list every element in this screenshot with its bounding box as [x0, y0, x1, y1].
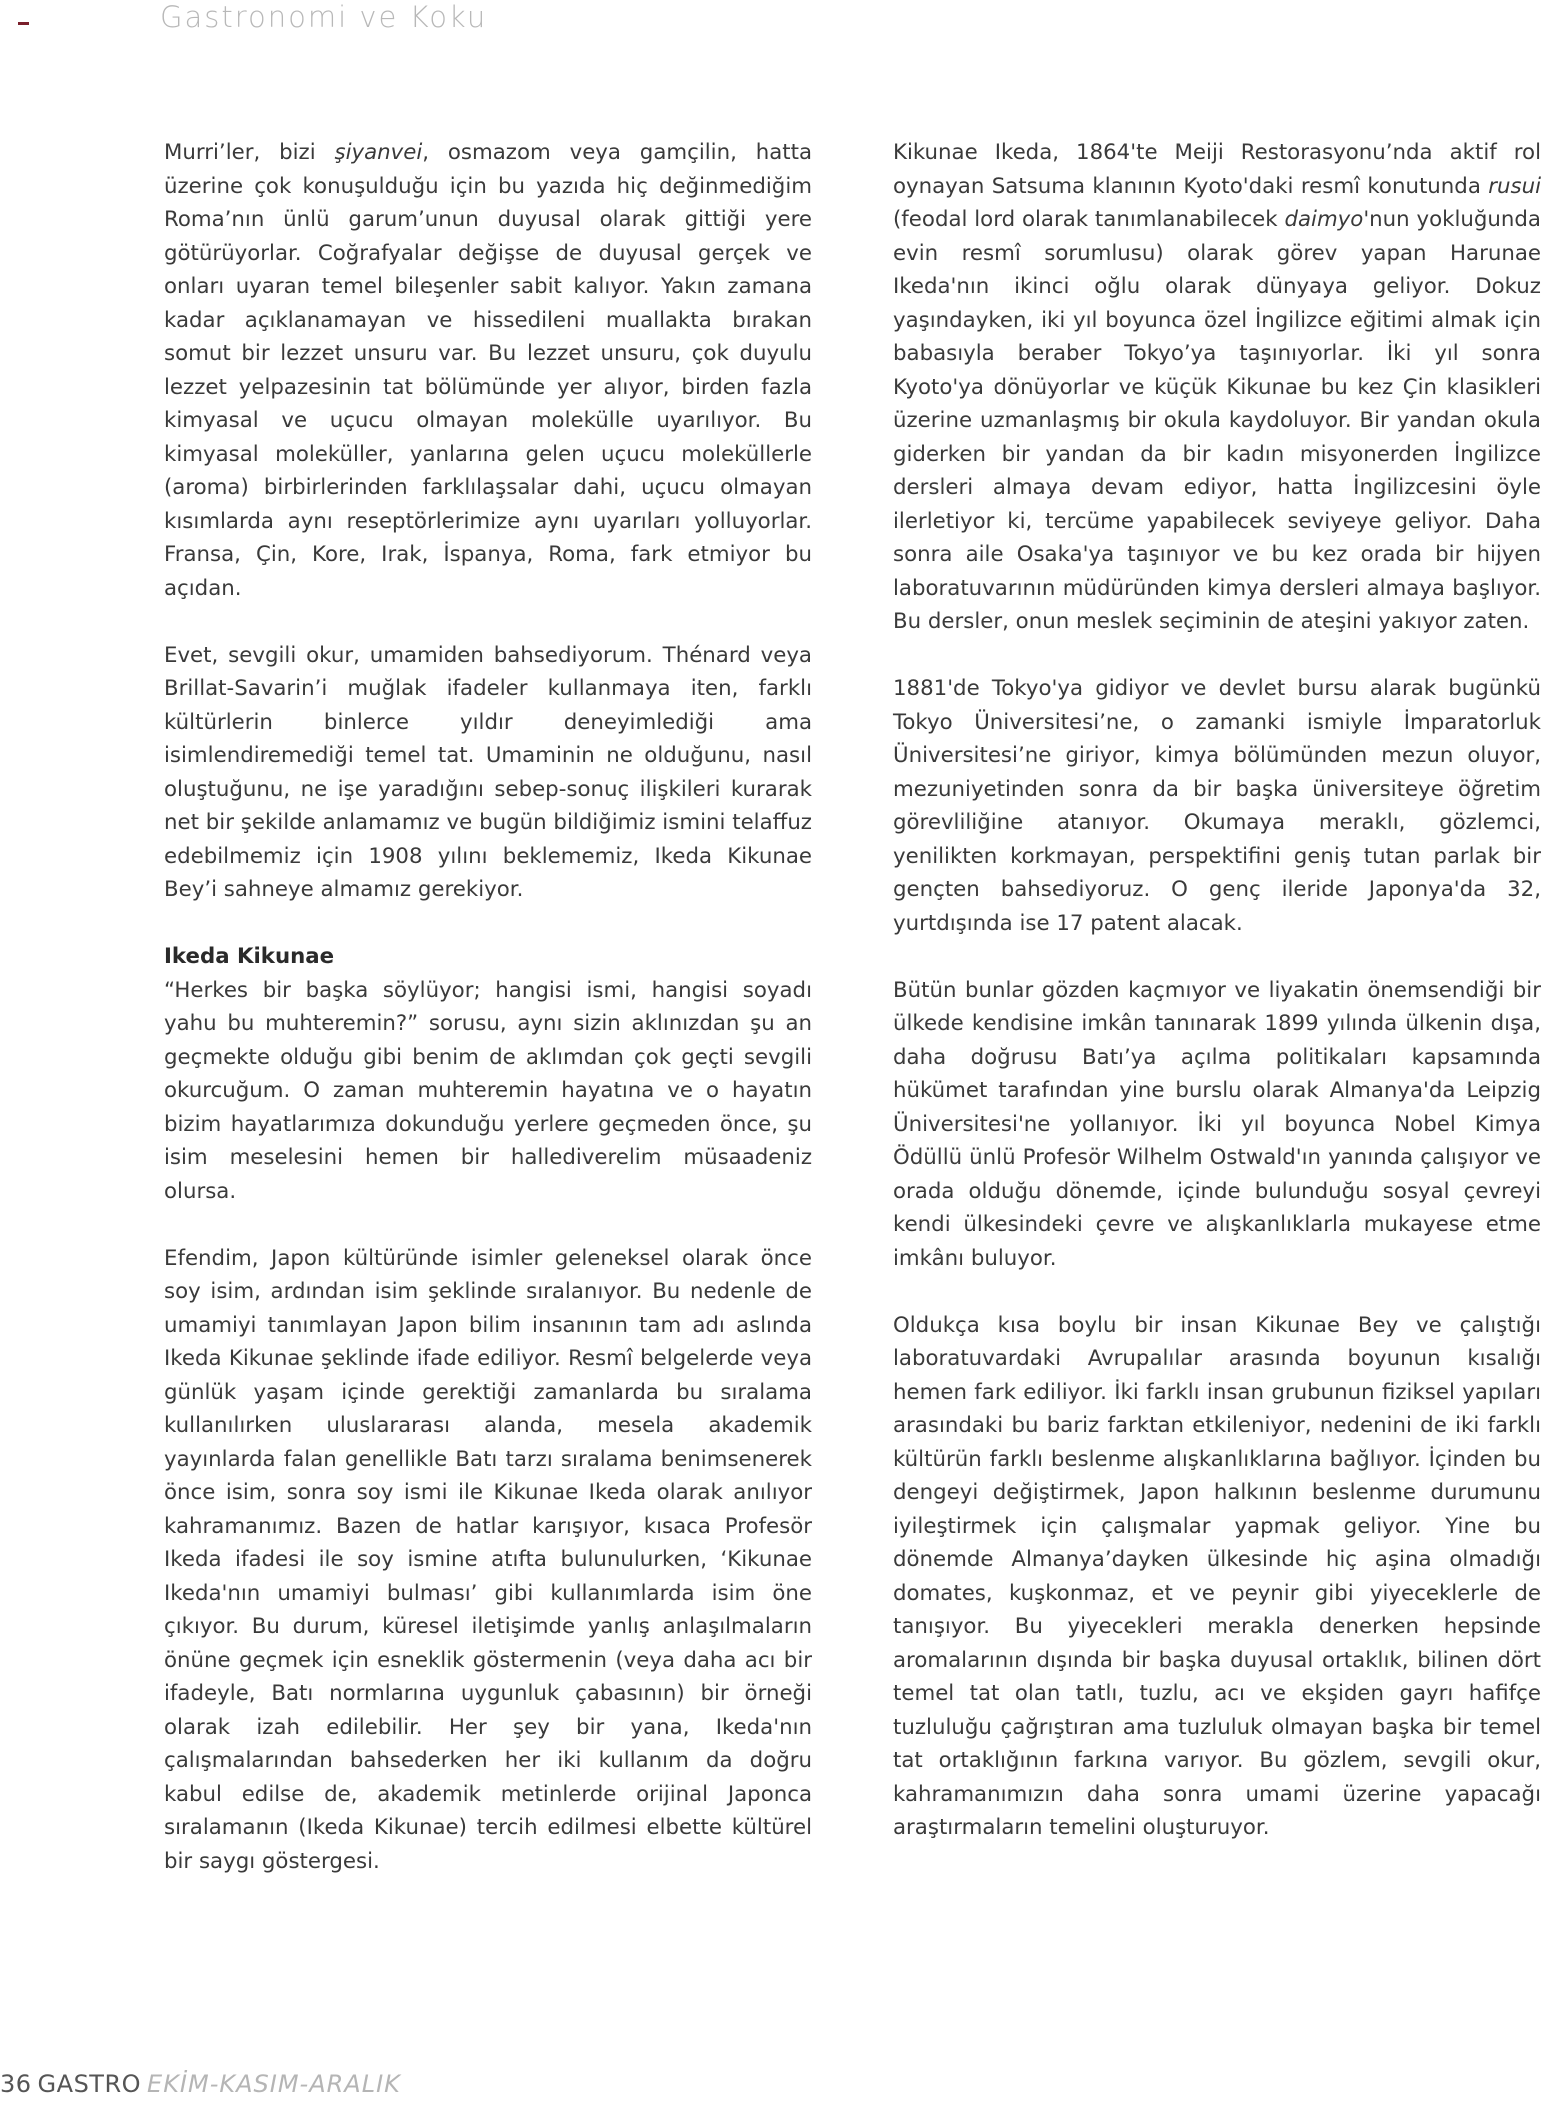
paragraph-text: “Herkes bir başka söylüyor; hangisi ismi, hangisi soyadı yahu bu muhteremin?” sorusu, aynı sizin aklınızdan şu an geçmekte olduğu gibi benim de aklımdan çok geçti sevgili okurcuğum. O zaman muhteremin hayatına ve o hayatın bizim hayatlarımıza dokunduğu yerlere geçmeden önce, şu isim meselesini hemen bir hallediverelim müsaadeniz olursa. [164, 977, 812, 1204]
paragraph-text: Kikunae Ikeda, 1864'te Meiji Restorasyonu’nda aktif rol oynayan Satsuma klanının Kyoto'daki resmî konutunda [893, 140, 1541, 199]
italic-term: rusui [1488, 173, 1541, 199]
paragraph [164, 940, 812, 1208]
italic-term: şiyanvei [334, 140, 423, 165]
issue-label: EKİM-KASIM-ARALIK [147, 2070, 401, 2098]
page-footer [0, 2070, 401, 2098]
paragraph: Efendim, Japon kültüründe isimler geleneksel olarak önce soy isim, ardından isim şeklinde sıralanıyor. Bu nedenle de umamiyi tanımlayan Japon bilim insanının tam adı aslında Ikeda Kikunae şeklinde ifade ediliyor. Resmî belgelerde veya günlük yaşam içinde gerektiği zamanlarda bu sıralama kullanılırken uluslararası alanda, mesela akademik yayınlarda falan genellikle Batı tarzı sıralama benimsenerek önce isim, sonra soy ismi ile Kikunae Ikeda olarak anılıyor kahramanımız. Bazen de hatlar karışıyor, kısaca Profesör Ikeda ifadesi ile soy ismine atıfta bulunulurken, ‘Kikunae Ikeda'nın umamiyi bulması’ gibi kullanımlarda isim öne çıkıyor. Bu durum, küresel iletişimde yanlış anlaşılmaların önüne geçmek için esneklik göstermenin (veya daha acı bir ifadeyle, Batı normlarına uygunluk çabasının) bir örneği olarak izah edilebilir. Her şey bir yana, Ikeda'nın çalışmalarından bahsederken her iki kullanım da doğru kabul edilse de, akademik metinlerde orijinal Japonca sıralamanın (Ikeda Kikunae) tercih edilmesi elbette kültürel bir saygı göstergesi. [164, 1245, 812, 1874]
page-number: 36 [0, 2070, 32, 2098]
magazine-name: GASTRO [37, 2070, 142, 2098]
paragraph: Oldukça kısa boylu bir insan Kikunae Bey ve çalıştığı laboratuvardaki Avrupalılar arasında boyunun kısalığı hemen fark ediliyor. İki farklı insan grubunun fiziksel yapıları arasındaki bu bariz farktan etkileniyor, nedenini de iki farklı kültürün farklı beslenme alışkanlıklarına bağlıyor. İçinden bu dengeyi değiştirmek, Japon halkının beslenme durumunu iyileştirmek için çalışmalar yapmak geliyor. Yine bu dönemde Almanya’dayken ülkesinde hiç aşina olmadığı domates, kuşkonmaz, et ve peynir gibi yiyeceklerle de tanışıyor. Bu yiyecekleri merakla denerken hepsinde aromalarının dışında bir başka duyusal ortaklık, bilinen dört temel tat olan tatlı, tuzlu, acı ve ekşiden gayrı hafifçe tuzluluğu çağrıştıran ama tuzluluk olmayan başka bir temel tat ortaklığının farkına varıyor. Bu gözlem, sevgili okur, kahramanımızın daha sonra umami üzerine yapacağı araştırmaların temelini oluşturuyor. [893, 1312, 1541, 1840]
paragraph [164, 136, 812, 605]
paragraph: Evet, sevgili okur, umamiden bahsediyorum. Thénard veya Brillat-Savarin’i muğlak ifadeler kullanmaya iten, farklı kültürlerin binlerce yıldır deneyimlediği ama isimlendiremediği temel tat. Umaminin ne olduğunu, nasıl oluştuğunu, ne işe yaradığını sebep-sonuç ilişkileri kurarak net bir şekilde anlamamız ve bugün bildiğimiz ismini telaffuz edebilmemiz için 1908 yılını beklememiz, Ikeda Kikunae Bey’i sahneye almamız gerekiyor. [164, 642, 812, 902]
left-text-column [164, 136, 812, 1912]
paragraph [893, 136, 1541, 639]
running-header-title: Gastronomi ve Koku [160, 0, 488, 34]
paragraph-text: Murri’ler, bizi [164, 140, 335, 165]
section-subheading: Ikeda Kikunae [164, 944, 335, 969]
section-marker [18, 22, 29, 25]
paragraph-text: (feodal lord olarak tanımlanabilecek [893, 207, 1285, 232]
right-text-column [893, 136, 1541, 1878]
paragraph: Bütün bunlar gözden kaçmıyor ve liyakatin önemsendiği bir ülkede kendisine imkân tanınarak 1899 yılında ülkenin dışa, daha doğrusu Batı’ya açılma politikaları kapsamında hükümet tarafından yine burslu olarak Almanya'da Leipzig Üniversitesi'ne yollanıyor. İki yıl boyunca Nobel Kimya Ödüllü ünlü Profesör Wilhelm Ostwald'ın yanında çalışıyor ve orada olduğu dönemde, içinde bulunduğu sosyal çevreyi kendi ülkesindeki çevre ve alışkanlıklarla mukayese etme imkânı buluyor. [893, 977, 1541, 1271]
paragraph: 1881'de Tokyo'ya gidiyor ve devlet bursu alarak bugünkü Tokyo Üniversitesi’ne, o zamanki ismiyle İmparatorluk Üniversitesi’ne giriyor, kimya bölümünden mezun oluyor, mezuniyetinden sonra da bir başka üniversiteye öğretim görevliliğine atanıyor. Okumaya meraklı, gözlemci, yenilikten korkmayan, perspektifini geniş tutan parlak bir gençten bahsediyoruz. O genç ileride Japonya'da 32, yurtdışında ise 17 patent alacak. [893, 676, 1541, 936]
italic-term: daimyo [1284, 207, 1364, 232]
paragraph-text: 'nun yokluğunda evin resmî sorumlusu) olarak görev yapan Harunae Ikeda'nın ikinci oğlu olarak dünyaya geliyor. Dokuz yaşındayken, iki yıl boyunca özel İngilizce eğitimi almak için babasıyla beraber Tokyo’ya taşınıyorlar. İki yıl sonra Kyoto'ya dönüyorlar ve küçük Kikunae bu kez Çin klasikleri üzerine uzmanlaşmış bir okula kaydoluyor. Bir yandan okula giderken bir yandan da bir kadın misyonerden İngilizce dersleri almaya devam ediyor, hatta İngilizcesini öyle ilerletiyor ki, tercüme yapabilecek seviyeye geliyor. Daha sonra aile Osaka'ya taşınıyor ve bu kez orada bir hijyen laboratuvarının müdüründen kimya dersleri almaya başlıyor. Bu dersler, onun meslek seçiminin de ateşini yakıyor zaten. [893, 207, 1541, 634]
paragraph-text: , osmazom veya gamçilin, hatta üzerine çok konuşulduğu için bu yazıda hiç değinmediğim Roma’nın ünlü garum’unun duyusal olarak gittiği yere götürüyorlar. Coğrafyalar değişse de duyusal gerçek ve onları uyaran temel bileşenler sabit kalıyor. Yakın zamana kadar açıklanamayan ve hissedileni muallakta bırakan somut bir lezzet unsuru var. Bu lezzet unsuru, çok duyulu lezzet yelpazesinin tat bölümünde yer alıyor, birden fazla kimyasal ve uçucu olmayan molekülle uyarılıyor. Bu kimyasal moleküller, yanlarına gelen uçucu moleküllerle (aroma) birbirlerinden farklılaşsalar dahi, uçucu olmayan kısımlarda aynı reseptörlerimize aynı uyarıları yolluyorlar. Fransa, Çin, Kore, Irak, İspanya, Roma, fark etmiyor bu açıdan. [164, 140, 812, 601]
